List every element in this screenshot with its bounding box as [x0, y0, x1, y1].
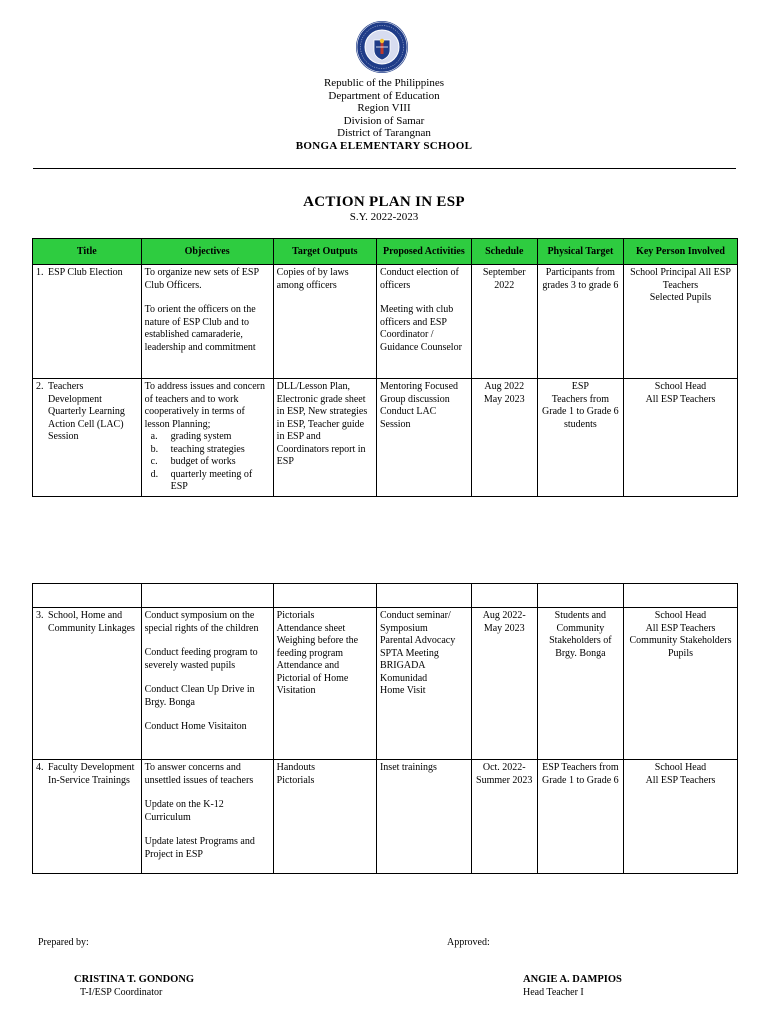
physical-target: Teachers from Grade 1 to Grade 6 students — [542, 393, 619, 430]
letterhead — [0, 77, 768, 140]
objective: To organize new sets of ESP Club Officers. — [144, 267, 259, 291]
list-item: d. quarterly meeting of ESP — [150, 468, 253, 492]
column-header: Proposed Activities — [376, 239, 471, 265]
row-title: Faculty Development In-Service Trainings — [48, 762, 135, 786]
letterhead-line: Region VIII — [357, 102, 411, 114]
column-header: Target Outputs — [273, 239, 376, 265]
school-name: BONGA ELEMENTARY SCHOOL — [295, 140, 473, 152]
key-person: Community Stakeholders — [629, 635, 732, 646]
letterhead-line: Department of Education — [328, 89, 440, 102]
target-output: Weighing before the feeding program — [276, 635, 359, 659]
column-header: Title — [33, 239, 142, 265]
document-title: ACTION PLAN IN ESP — [303, 194, 465, 210]
row-number: 4. — [36, 762, 44, 773]
schedule: September 2022 — [482, 267, 526, 291]
list-item: a. grading system — [150, 431, 232, 442]
row-title: School, Home and Community Linkages — [48, 610, 135, 634]
objective: To orient the officers on the nature of ESP Club and to established camaraderie, leadership and commitment — [144, 304, 256, 353]
prepared-by-name: CRISTINA T. GONDONG — [74, 974, 195, 985]
row-number: 1. — [36, 267, 44, 278]
school-year: S.Y. 2022-2023 — [349, 211, 419, 223]
column-header: Physical Target — [537, 239, 623, 265]
physical-target: ESP Teachers from Grade 1 to Grade 6 — [542, 762, 619, 786]
schedule: Oct. 2022- Summer 2023 — [476, 762, 533, 786]
target-output: DLL/Lesson Plan, Electronic grade sheet in ESP, New strategies in ESP, Teacher guide in ESP and Coordinators report in ESP — [276, 381, 368, 467]
target-output: Attendance and Pictorial of Home Visitation — [276, 660, 349, 696]
list-item: b. teaching strategies — [150, 443, 245, 455]
activity: Mentoring Focused Group discussion — [379, 381, 459, 405]
key-person: School Principal All ESP Teachers — [630, 267, 731, 291]
table-row — [33, 608, 738, 760]
activity: Meeting with club officers and ESP Coordinator / Guidance Counselor — [379, 304, 462, 353]
key-person: All ESP Teachers — [645, 622, 716, 634]
column-header: Key Person Involved — [624, 239, 738, 265]
activity: Conduct election of officers — [379, 267, 459, 291]
key-person: School Head — [654, 610, 707, 621]
activity: Komunidad — [379, 672, 428, 684]
objective: Update on the K-12 Curriculum — [144, 799, 224, 823]
activity: Inset trainings — [379, 762, 437, 773]
letterhead-line: Republic of the Philippines — [323, 77, 445, 89]
column-header: Schedule — [471, 239, 537, 265]
action-plan-table-continued — [32, 583, 738, 874]
target-output: Handouts — [276, 762, 316, 773]
objective: Conduct Clean Up Drive in Brgy. Bonga — [144, 684, 255, 708]
objective: Conduct feeding program to severely wasted pupils — [144, 647, 258, 671]
approved-by-name: ANGIE A. DAMPIOS — [523, 974, 622, 985]
table-blank-row — [33, 584, 738, 608]
row-title: ESP Club Election — [48, 267, 123, 278]
activity: BRIGADA — [379, 660, 426, 671]
table-row — [33, 760, 738, 874]
physical-target: ESP — [571, 381, 589, 392]
row-title: Teachers Development Quarterly Learning Action Cell (LAC) Session — [48, 381, 125, 442]
objective: Conduct symposium on the special rights of the children — [144, 610, 259, 634]
objective: To address issues and concern of teachers and to work cooperatively in terms of lesson Planning; — [144, 381, 266, 430]
deped-seal-icon — [355, 20, 409, 74]
schedule: May 2023 — [483, 393, 525, 405]
approved-label: Approved: — [447, 937, 490, 948]
key-person: School Head — [654, 381, 707, 392]
approved-by-title: Head Teacher I — [523, 987, 584, 998]
activity: Conduct seminar/ Symposium — [379, 610, 451, 634]
table-row — [33, 379, 738, 497]
letterhead-line: Division of Samar — [343, 114, 425, 127]
objective: To answer concerns and unsettled issues of teachers — [144, 762, 254, 786]
key-person: All ESP Teachers — [645, 393, 716, 405]
prepared-by-label: Prepared by: — [38, 937, 89, 948]
physical-target: Students and Community Stakeholders of Brgy. Bonga — [549, 610, 612, 659]
activity: Home Visit — [379, 685, 426, 696]
list-item: c. budget of works — [150, 456, 236, 467]
letterhead-line: District of Tarangnan — [337, 127, 431, 139]
target-output: Copies of by laws among officers — [276, 267, 349, 291]
activity: SPTA Meeting — [379, 647, 439, 659]
prepared-by-title: T-I/ESP Coordinator — [80, 987, 163, 998]
key-person: All ESP Teachers — [645, 774, 716, 786]
column-header: Objectives — [141, 239, 273, 265]
row-number: 3. — [36, 610, 44, 621]
key-person: Pupils — [667, 647, 693, 659]
row-number: 2. — [36, 381, 44, 392]
target-output: Pictorials — [276, 610, 315, 621]
objective: Update latest Programs and Project in ESP — [144, 836, 255, 860]
target-output: Pictorials — [276, 774, 315, 786]
objective: Conduct Home Visitaiton — [144, 721, 247, 732]
action-plan-table — [32, 238, 738, 497]
key-person: School Head — [654, 762, 707, 773]
activity: Parental Advocacy — [379, 635, 456, 646]
schedule: Aug 2022 — [484, 381, 525, 392]
physical-target: Participants from grades 3 to grade 6 — [542, 267, 619, 291]
header-divider — [33, 168, 736, 169]
table-header-row — [33, 239, 738, 265]
target-output: Attendance sheet — [276, 622, 346, 634]
schedule: Aug 2022- May 2023 — [482, 610, 526, 634]
table-row — [33, 265, 738, 379]
key-person: Selected Pupils — [649, 292, 712, 303]
activity: Conduct LAC Session — [379, 406, 437, 430]
objective-list — [145, 431, 270, 494]
